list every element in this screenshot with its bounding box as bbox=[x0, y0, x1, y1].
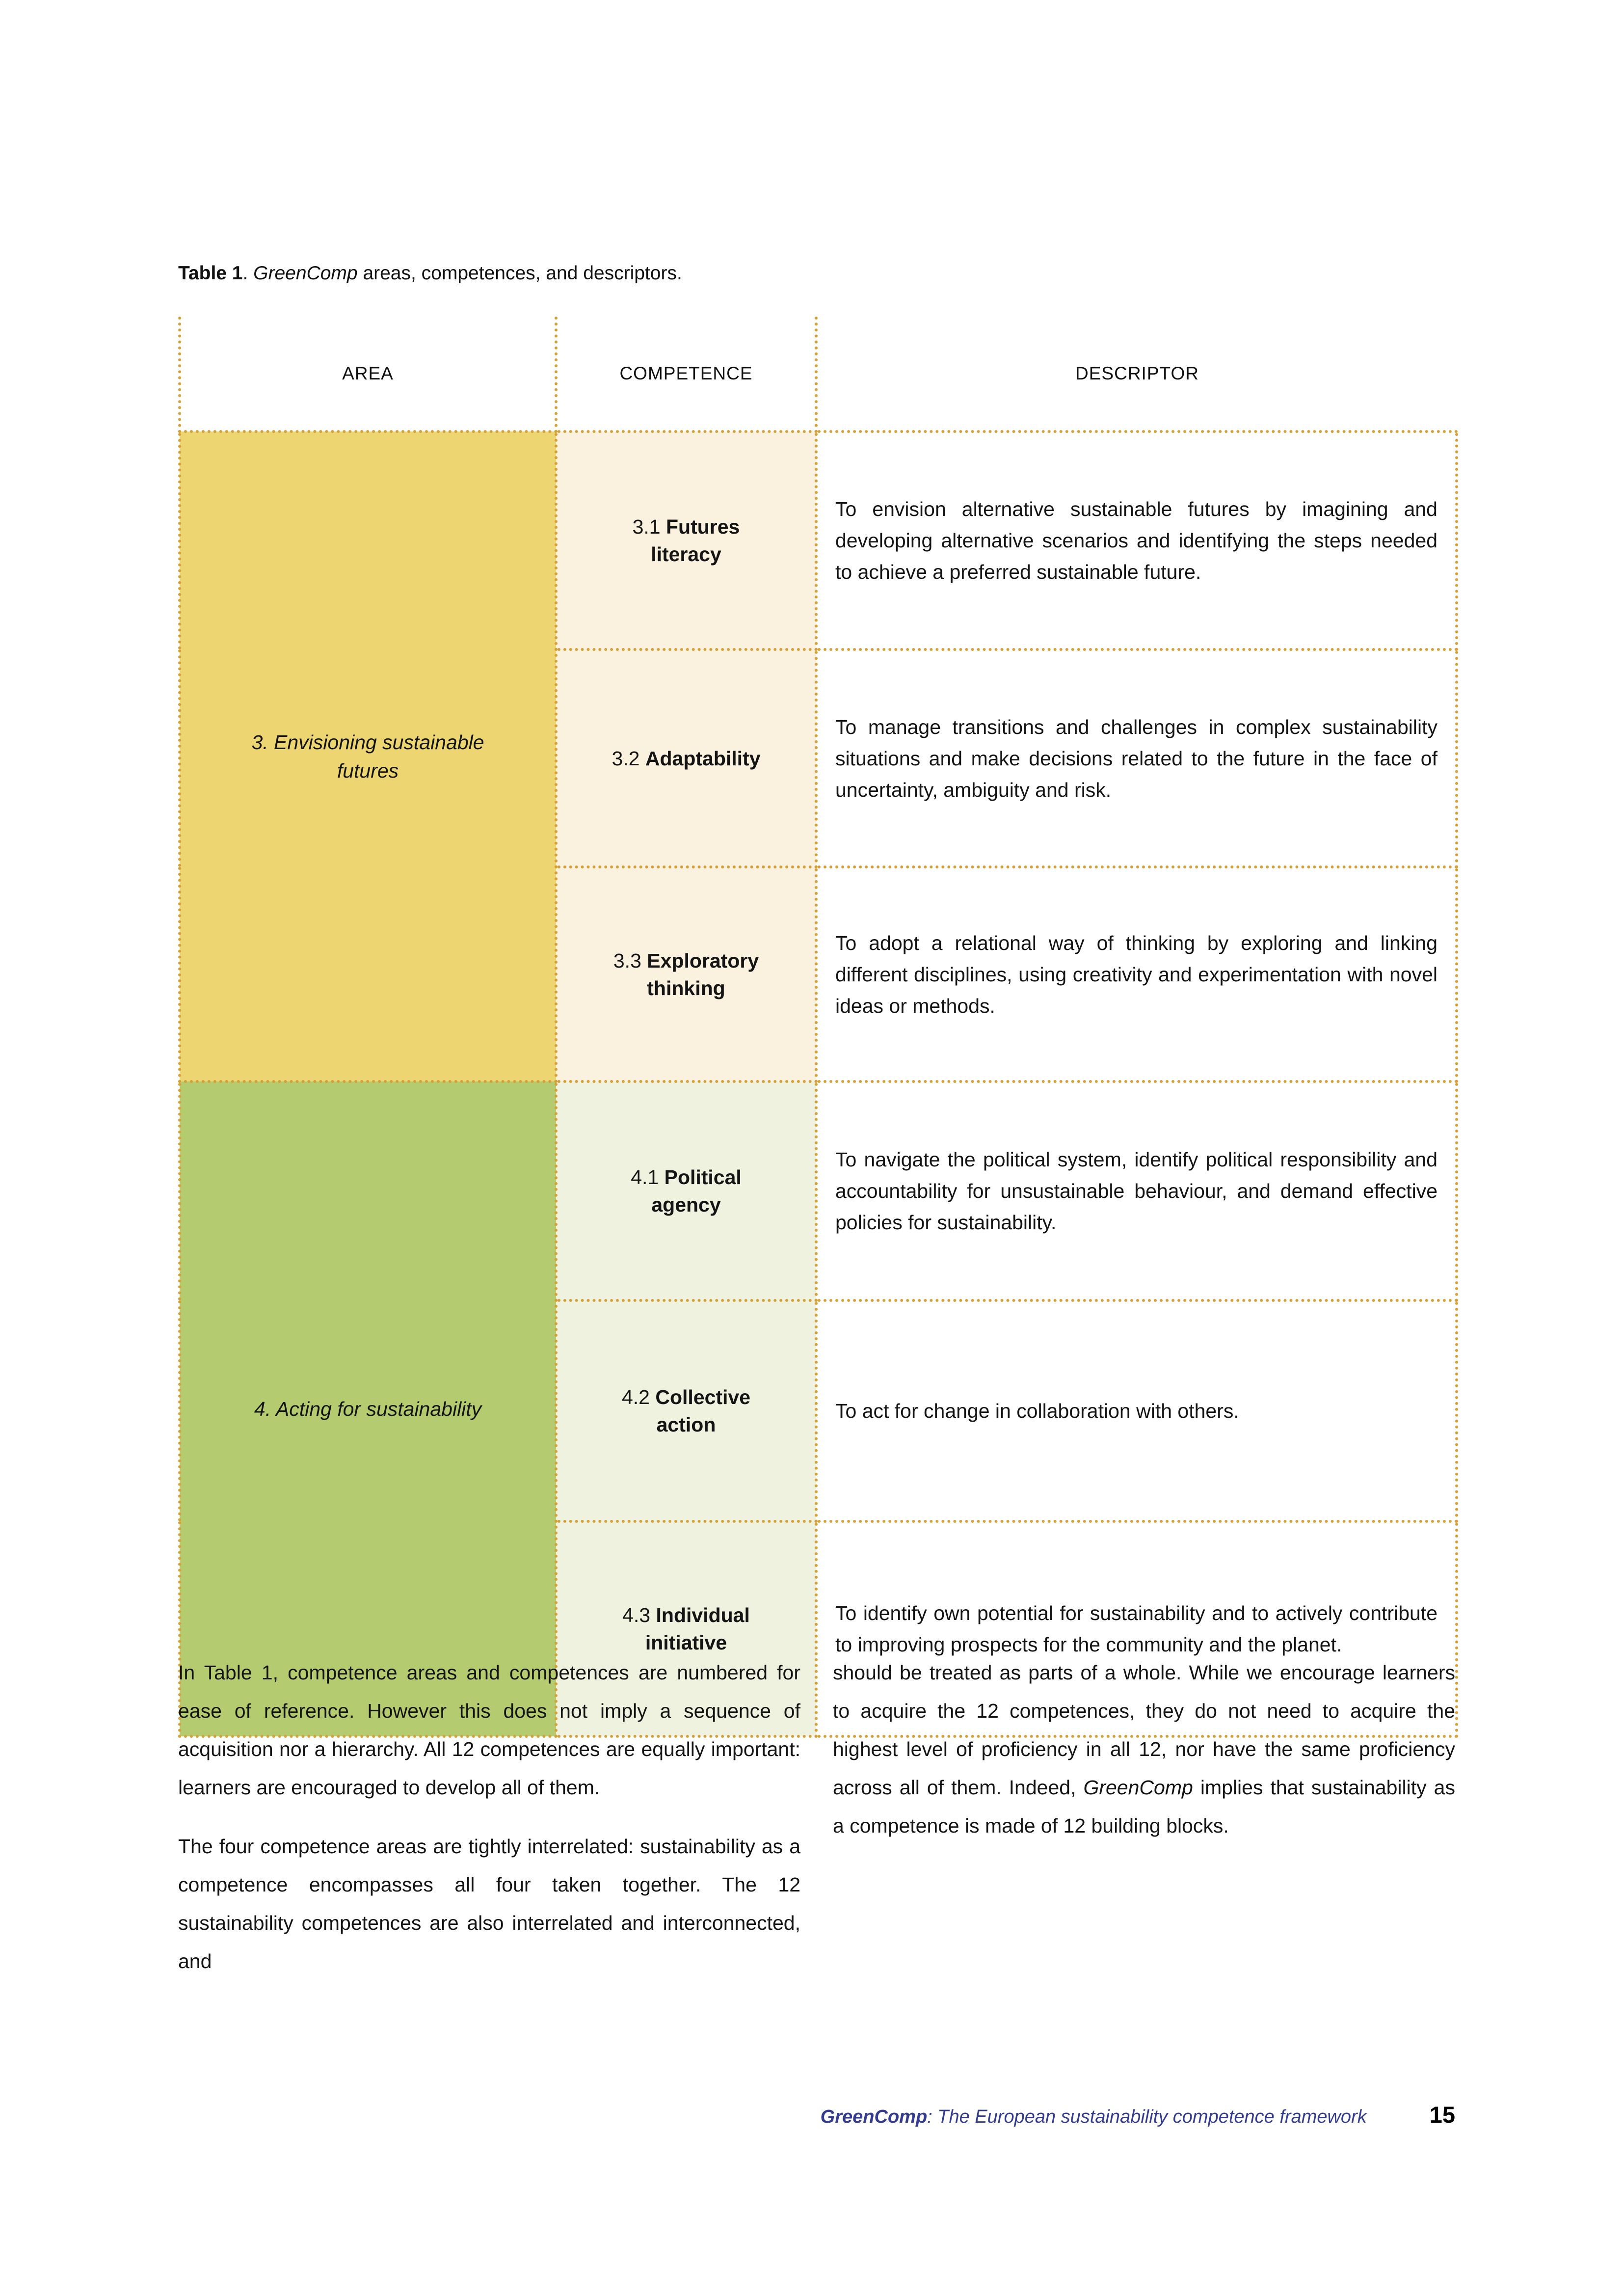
area-cell-envisioning: 3. Envisioning sustainable futures bbox=[180, 432, 556, 1081]
header-cell-area: AREA bbox=[180, 317, 556, 432]
paragraph-text: should be treated as parts of a whole. While we encourage learners to acquire the 12 competences, they do not need to acquire the highest level of proficiency in all 12, nor have the same proficiency across all of them. Indeed, bbox=[833, 1661, 1455, 1799]
caption-rest: areas, competences, and descriptors. bbox=[357, 263, 682, 284]
competence-name: Exploratory thinking bbox=[647, 949, 759, 999]
footer-brand: GreenComp bbox=[820, 2107, 928, 2127]
paragraph: In Table 1, competence areas and competences are numbered for ease of reference. However this does not imply a sequence of acquisition nor a hierarchy. All 12 competences are equally important: learners are encouraged to develop all of them. bbox=[178, 1661, 800, 1799]
paragraph-text: implies that sustainability as a competence is made of 12 building blocks. bbox=[833, 1776, 1455, 1837]
caption-greencomp: GreenComp bbox=[253, 263, 358, 284]
page-footer bbox=[821, 2101, 1455, 2128]
table-row bbox=[180, 432, 1457, 649]
descriptor-cell-3-2: To manage transitions and challenges in complex sustainability situations and make decisions related to the future in the face of uncertainty, ambiguity and risk. bbox=[816, 649, 1457, 867]
competence-number: 3.1 bbox=[632, 515, 661, 538]
caption-separator: . bbox=[242, 263, 254, 284]
descriptor-cell-3-1: To envision alternative sustainable futures by imagining and developing alternative scenarios and identifying the steps needed to achieve a preferred sustainable future. bbox=[816, 432, 1457, 649]
competence-number: 4.3 bbox=[622, 1604, 651, 1626]
header-cell-competence: COMPETENCE bbox=[556, 317, 816, 432]
competence-number: 3.2 bbox=[612, 747, 640, 770]
competence-cell-4-2 bbox=[556, 1300, 816, 1521]
table-row bbox=[180, 1081, 1457, 1300]
footer-title bbox=[821, 2107, 1367, 2128]
competence-cell-3-3 bbox=[556, 867, 816, 1081]
table-header-row bbox=[180, 317, 1457, 432]
body-column-left bbox=[178, 1653, 800, 1980]
competence-cell-3-2 bbox=[556, 649, 816, 867]
competence-table bbox=[178, 317, 1458, 1738]
body-text bbox=[178, 1653, 1455, 1980]
page-number: 15 bbox=[1429, 2102, 1455, 2128]
descriptor-cell-4-1: To navigate the political system, identify political responsibility and accountability for unsustainable behaviour, and demand effective policies for sustainability. bbox=[816, 1081, 1457, 1300]
competence-number: 3.3 bbox=[613, 949, 641, 972]
competence-name: Collective action bbox=[655, 1386, 751, 1436]
competence-cell-4-1 bbox=[556, 1081, 816, 1300]
competence-number: 4.2 bbox=[621, 1386, 650, 1408]
competence-name: Political agency bbox=[651, 1166, 742, 1216]
footer-rest: : The European sustainability competence framework bbox=[927, 2107, 1367, 2127]
paragraph bbox=[833, 1653, 1455, 1845]
descriptor-cell-4-3: To identify own potential for sustainability and to actively contribute to improving prospects for the community and the planet. bbox=[816, 1521, 1457, 1736]
competence-number: 4.1 bbox=[631, 1166, 659, 1189]
greencomp-italic: GreenComp bbox=[1083, 1776, 1193, 1799]
competence-name: Futures literacy bbox=[651, 515, 740, 566]
paragraph: The four competence areas are tightly interrelated: sustainability as a competence encompasses all four taken together. The 12 sustainability competences are also interrelated and interconnected, and bbox=[178, 1835, 800, 1972]
caption-table-number: Table 1 bbox=[178, 263, 243, 284]
competence-cell-3-1 bbox=[556, 432, 816, 649]
header-cell-descriptor: DESCRIPTOR bbox=[816, 317, 1457, 432]
descriptor-cell-4-2: To act for change in collaboration with others. bbox=[816, 1300, 1457, 1521]
competence-name: Adaptability bbox=[645, 747, 761, 770]
descriptor-cell-3-3: To adopt a relational way of thinking by exploring and linking different disciplines, using creativity and experimentation with novel ideas or methods. bbox=[816, 867, 1457, 1081]
area-cell-acting: 4. Acting for sustainability bbox=[180, 1081, 556, 1736]
body-column-right bbox=[833, 1653, 1455, 1980]
table-caption bbox=[178, 261, 682, 286]
competence-name: Individual initiative bbox=[645, 1604, 750, 1654]
